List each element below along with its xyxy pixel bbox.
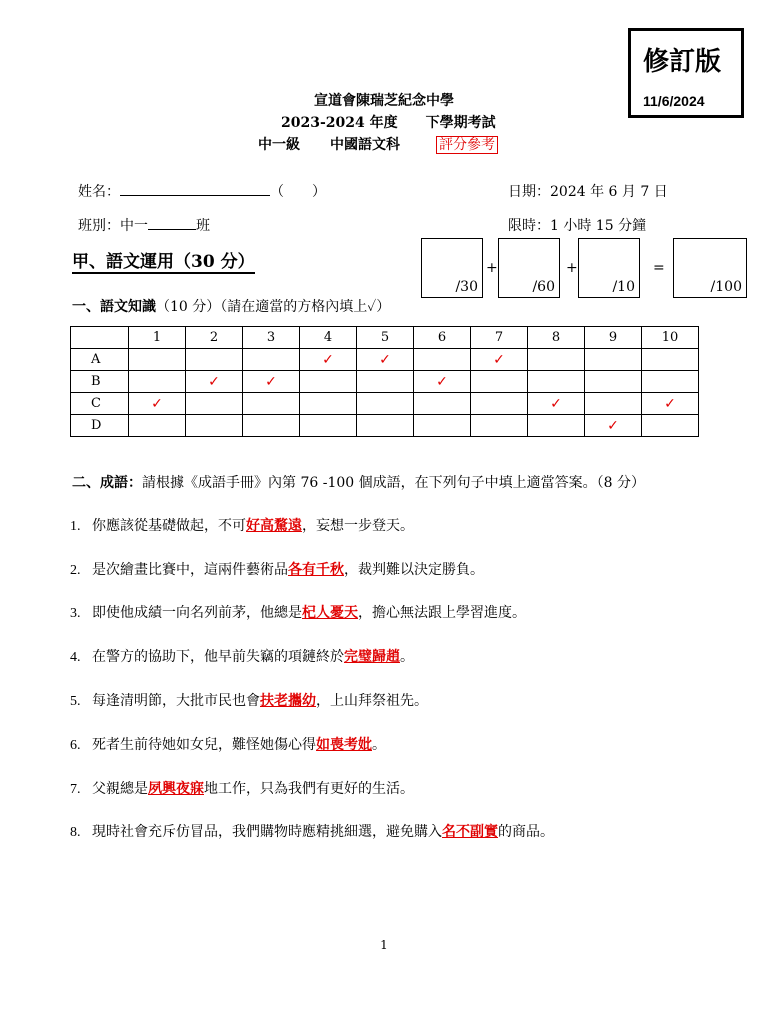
check-icon: ✓ xyxy=(265,373,277,390)
question-text-before: 死者生前待她如女兒，難怪她傷心得 xyxy=(92,737,316,753)
idiom-answer: 好高騖遠 xyxy=(246,518,302,534)
grid-row-d xyxy=(71,415,699,437)
idiom-answer: 扶老攜幼 xyxy=(260,693,316,709)
section-a-title: 甲、語文運用（30 分） xyxy=(72,252,255,272)
exam-date: 日期：2024 年 6 月 7 日 xyxy=(508,184,668,200)
tick-mark-cell xyxy=(414,371,471,393)
name-line xyxy=(78,181,326,201)
score-box-section-b xyxy=(498,238,560,298)
marking-scheme-label: 評分參考 xyxy=(436,136,498,154)
grid-column-header: 3 xyxy=(243,327,300,349)
empty-cell xyxy=(186,393,243,415)
grid-column-header: 7 xyxy=(471,327,528,349)
empty-cell xyxy=(129,415,186,437)
score-box-section-b-total: /60 xyxy=(532,279,555,295)
empty-cell xyxy=(129,349,186,371)
part2-heading xyxy=(72,472,645,492)
check-icon: ✓ xyxy=(493,351,505,368)
tick-mark-cell xyxy=(528,393,585,415)
grid-row-c xyxy=(71,393,699,415)
revision-date: 11/6/2024 xyxy=(643,93,705,109)
level-text: 中一級 xyxy=(258,137,300,153)
class-number-blank: （ ） xyxy=(270,184,326,200)
grid-row-label: C xyxy=(71,393,129,415)
idiom-answer: 名不副實 xyxy=(442,824,498,840)
check-icon: ✓ xyxy=(664,395,676,412)
question-text-after: ，上山拜祭祖先。 xyxy=(316,693,428,709)
idiom-answer: 杞人憂天 xyxy=(302,605,358,621)
grid-column-header: 1 xyxy=(129,327,186,349)
empty-cell xyxy=(357,415,414,437)
question-number: 1. xyxy=(70,519,81,534)
tick-mark-cell xyxy=(186,371,243,393)
empty-cell xyxy=(414,415,471,437)
question-number: 4. xyxy=(70,650,81,665)
grid-row-label: D xyxy=(71,415,129,437)
idiom-question xyxy=(70,559,484,579)
answer-grid-body xyxy=(71,327,699,437)
check-icon: ✓ xyxy=(208,373,220,390)
idiom-question xyxy=(70,821,554,841)
check-icon: ✓ xyxy=(151,395,163,412)
empty-cell xyxy=(585,371,642,393)
question-number: 6. xyxy=(70,738,81,753)
class-blank xyxy=(148,217,196,230)
score-box-grand-total: /100 xyxy=(710,279,742,295)
part2-title: 二、成語： xyxy=(72,475,142,491)
answer-grid xyxy=(70,326,699,437)
question-text-before: 現時社會充斥仿冒品，我們購物時應精挑細選，避免購入 xyxy=(92,824,442,840)
check-icon: ✓ xyxy=(322,351,334,368)
grid-header-row xyxy=(71,327,699,349)
tick-mark-cell xyxy=(585,415,642,437)
question-text-after: ，擔心無法跟上學習進度。 xyxy=(358,605,526,621)
empty-cell xyxy=(471,371,528,393)
idiom-answer: 各有千秋 xyxy=(288,562,344,578)
tick-mark-cell xyxy=(129,393,186,415)
grid-row-label: B xyxy=(71,371,129,393)
check-icon: ✓ xyxy=(607,417,619,434)
idiom-question xyxy=(70,602,526,622)
part1-heading xyxy=(72,296,390,316)
question-text-after: 。 xyxy=(400,649,414,665)
empty-cell xyxy=(414,393,471,415)
question-number: 2. xyxy=(70,563,81,578)
grid-column-header: 6 xyxy=(414,327,471,349)
question-text-after: 地工作，只為我們有更好的生活。 xyxy=(204,781,414,797)
question-text-before: 你應該從基礎做起，不可 xyxy=(92,518,246,534)
empty-cell xyxy=(243,415,300,437)
question-text-after: 。 xyxy=(372,737,386,753)
revision-title: 修訂版 xyxy=(643,46,722,76)
grid-column-header: 5 xyxy=(357,327,414,349)
question-number: 8. xyxy=(70,825,81,840)
question-text-after: ，妄想一步登天。 xyxy=(302,518,414,534)
empty-cell xyxy=(357,371,414,393)
name-blank xyxy=(120,183,270,196)
grid-row-a xyxy=(71,349,699,371)
question-text-before: 父親總是 xyxy=(92,781,148,797)
question-text-after: 的商品。 xyxy=(498,824,554,840)
page-number: 1 xyxy=(380,938,388,952)
question-text-before: 在警方的協助下，他早前失竊的項鏈終於 xyxy=(92,649,344,665)
idiom-question xyxy=(70,690,428,710)
tick-mark-cell xyxy=(300,349,357,371)
grid-row-b xyxy=(71,371,699,393)
question-number: 3. xyxy=(70,606,81,621)
idiom-question xyxy=(70,646,414,666)
score-box-section-a-total: /30 xyxy=(455,279,478,295)
check-icon: ✓ xyxy=(436,373,448,390)
time-limit: 限時：1 小時 15 分鐘 xyxy=(508,218,647,234)
empty-cell xyxy=(585,393,642,415)
equals-sign: = xyxy=(653,260,665,276)
empty-cell xyxy=(300,415,357,437)
part1-note: （10 分）（請在適當的方格內填上✓） xyxy=(156,299,391,315)
empty-cell xyxy=(186,415,243,437)
name-label: 姓名： xyxy=(78,184,120,200)
empty-cell xyxy=(528,371,585,393)
empty-cell xyxy=(243,393,300,415)
tick-mark-cell xyxy=(471,349,528,371)
class-line xyxy=(78,215,210,235)
idiom-answer: 如喪考妣 xyxy=(316,737,372,753)
empty-cell xyxy=(243,349,300,371)
empty-cell xyxy=(414,349,471,371)
empty-cell xyxy=(642,371,699,393)
question-text-before: 每逢清明節，大批市民也會 xyxy=(92,693,260,709)
score-box-section-c xyxy=(578,238,640,298)
grid-corner-cell xyxy=(71,327,129,349)
grid-column-header: 4 xyxy=(300,327,357,349)
question-number: 5. xyxy=(70,694,81,709)
empty-cell xyxy=(129,371,186,393)
year-text: 2023-2024 年度 xyxy=(281,115,398,131)
grid-column-header: 2 xyxy=(186,327,243,349)
question-text-after: ，裁判難以決定勝負。 xyxy=(344,562,484,578)
idiom-answer: 夙興夜寐 xyxy=(148,781,204,797)
score-box-total xyxy=(673,238,747,298)
grid-row-label: A xyxy=(71,349,129,371)
empty-cell xyxy=(642,349,699,371)
empty-cell xyxy=(357,393,414,415)
tick-mark-cell xyxy=(357,349,414,371)
school-name: 宣道會陳瑞芝紀念中學 xyxy=(314,93,454,109)
class-label: 班別：中一 xyxy=(78,218,148,234)
idiom-question xyxy=(70,778,414,798)
empty-cell xyxy=(471,393,528,415)
plus-sign-1: + xyxy=(486,260,498,276)
grid-column-header: 9 xyxy=(585,327,642,349)
plus-sign-2: + xyxy=(566,260,578,276)
empty-cell xyxy=(528,349,585,371)
check-icon: ✓ xyxy=(379,351,391,368)
tick-mark-cell xyxy=(642,393,699,415)
part2-instruction: 請根據《成語手冊》內第 76 -100 個成語，在下列句子中填上適當答案。（8 分） xyxy=(142,475,645,491)
question-text-before: 即使他成績一向名列前茅，他總是 xyxy=(92,605,302,621)
idiom-question xyxy=(70,734,386,754)
empty-cell xyxy=(471,415,528,437)
check-icon: ✓ xyxy=(550,395,562,412)
subject-text: 中國語文科 xyxy=(330,137,400,153)
question-text-before: 是次繪畫比賽中，這兩件藝術品 xyxy=(92,562,288,578)
idiom-question xyxy=(70,515,414,535)
tick-mark-cell xyxy=(243,371,300,393)
idiom-answer: 完璧歸趙 xyxy=(344,649,400,665)
class-suffix: 班 xyxy=(196,218,210,234)
level-subject-line xyxy=(258,134,498,154)
empty-cell xyxy=(528,415,585,437)
question-number: 7. xyxy=(70,782,81,797)
empty-cell xyxy=(300,393,357,415)
empty-cell xyxy=(300,371,357,393)
grid-column-header: 8 xyxy=(528,327,585,349)
empty-cell xyxy=(642,415,699,437)
score-box-section-a xyxy=(421,238,483,298)
empty-cell xyxy=(186,349,243,371)
score-box-section-c-total: /10 xyxy=(612,279,635,295)
term-text: 下學期考試 xyxy=(425,115,496,131)
grid-column-header: 10 xyxy=(642,327,699,349)
part1-title: 一、語文知識 xyxy=(72,299,156,315)
academic-year xyxy=(281,112,496,132)
empty-cell xyxy=(585,349,642,371)
